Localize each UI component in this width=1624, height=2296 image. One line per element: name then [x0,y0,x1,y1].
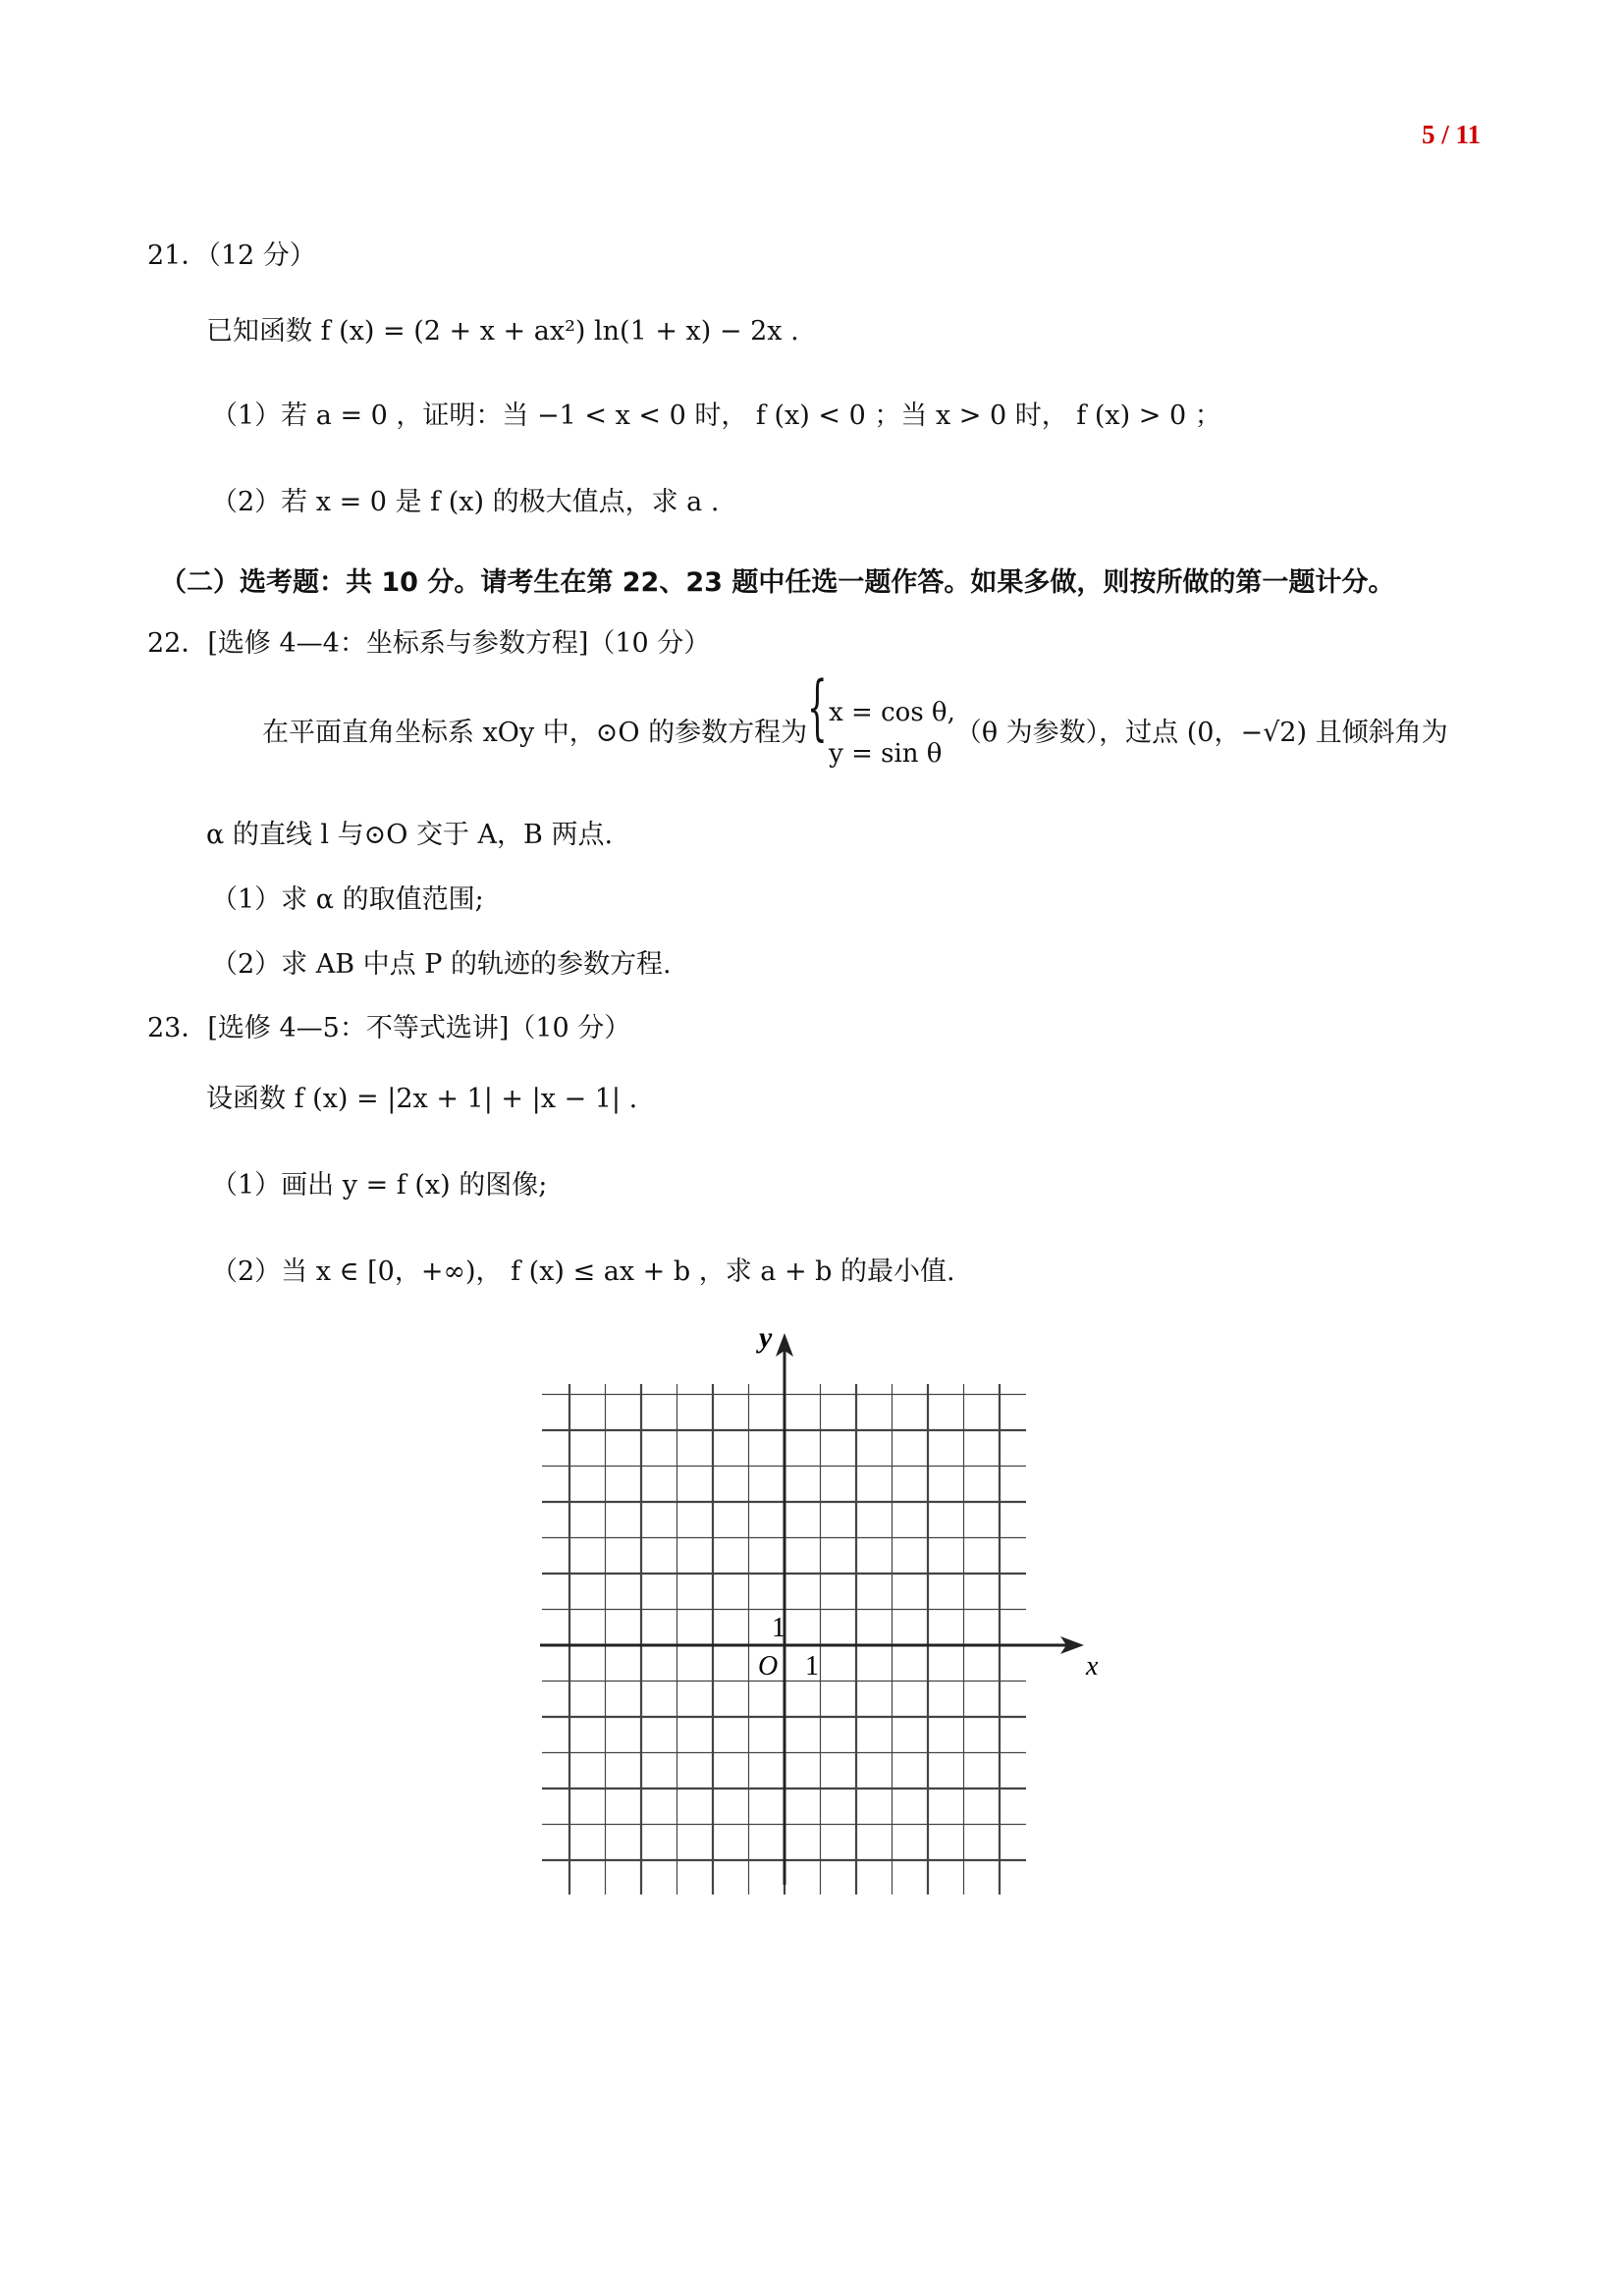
section2-title: （二）选考题：共 10 分。请考生在第 22、23 题中任选一题作答。如果多做，则按所做的第一题计分。 [160,567,1395,598]
q23-stem: 设函数 f (x) = |2x + 1| + |x − 1| . [206,1084,638,1114]
q22-stem-cont: α 的直线 l 与⊙O 交于 A，B 两点. [206,820,614,850]
origin-label: O [758,1651,779,1682]
q22-parametric-equation [807,692,955,774]
q22-eq-line1: { x = cos θ, [829,698,955,727]
q22-stem-before: 在平面直角坐标系 xOy 中，⊙O 的参数方程为 [262,718,808,748]
y-unit-label: 1 [772,1613,785,1643]
q23-heading: 23．[选修 4—5：不等式选讲]（10 分） [147,1013,631,1043]
coordinate-grid [530,1315,1100,1924]
q22-part2: （2）求 AB 中点 P 的轨迹的参数方程. [211,949,672,980]
q22-stem-row [262,692,1448,774]
q21-part2: （2）若 x = 0 是 f (x) 的极大值点，求 a . [211,487,720,517]
q22-heading: 22．[选修 4—4：坐标系与参数方程]（10 分） [147,628,711,659]
q22-part1: （1）求 α 的取值范围; [211,884,484,915]
page-number: 5 / 11 [1422,120,1482,149]
q23-part2: （2）当 x ∈ [0，+∞)， f (x) ≤ ax + b ，求 a + b 的最小值. [211,1256,955,1287]
q21-part1: （1）若 a = 0 ，证明：当 −1 < x < 0 时， f (x) < 0 ；当 x > 0 时， f (x) > 0 ； [211,400,1221,431]
q22-stem-after: （θ 为参数），过点 (0，−√2) 且倾斜角为 [954,718,1448,748]
q21-heading: 21．（12 分） [147,240,316,271]
q23-part1: （1）画出 y = f (x) 的图像; [211,1170,548,1201]
x-axis-label: x [1086,1651,1099,1682]
q22-eq-line2: y = sin θ [829,739,943,769]
y-axis-label: y [759,1321,773,1354]
x-unit-label: 1 [805,1651,819,1682]
q21-stem: 已知函数 f (x) = (2 + x + ax²) ln(1 + x) − 2x . [206,316,799,347]
